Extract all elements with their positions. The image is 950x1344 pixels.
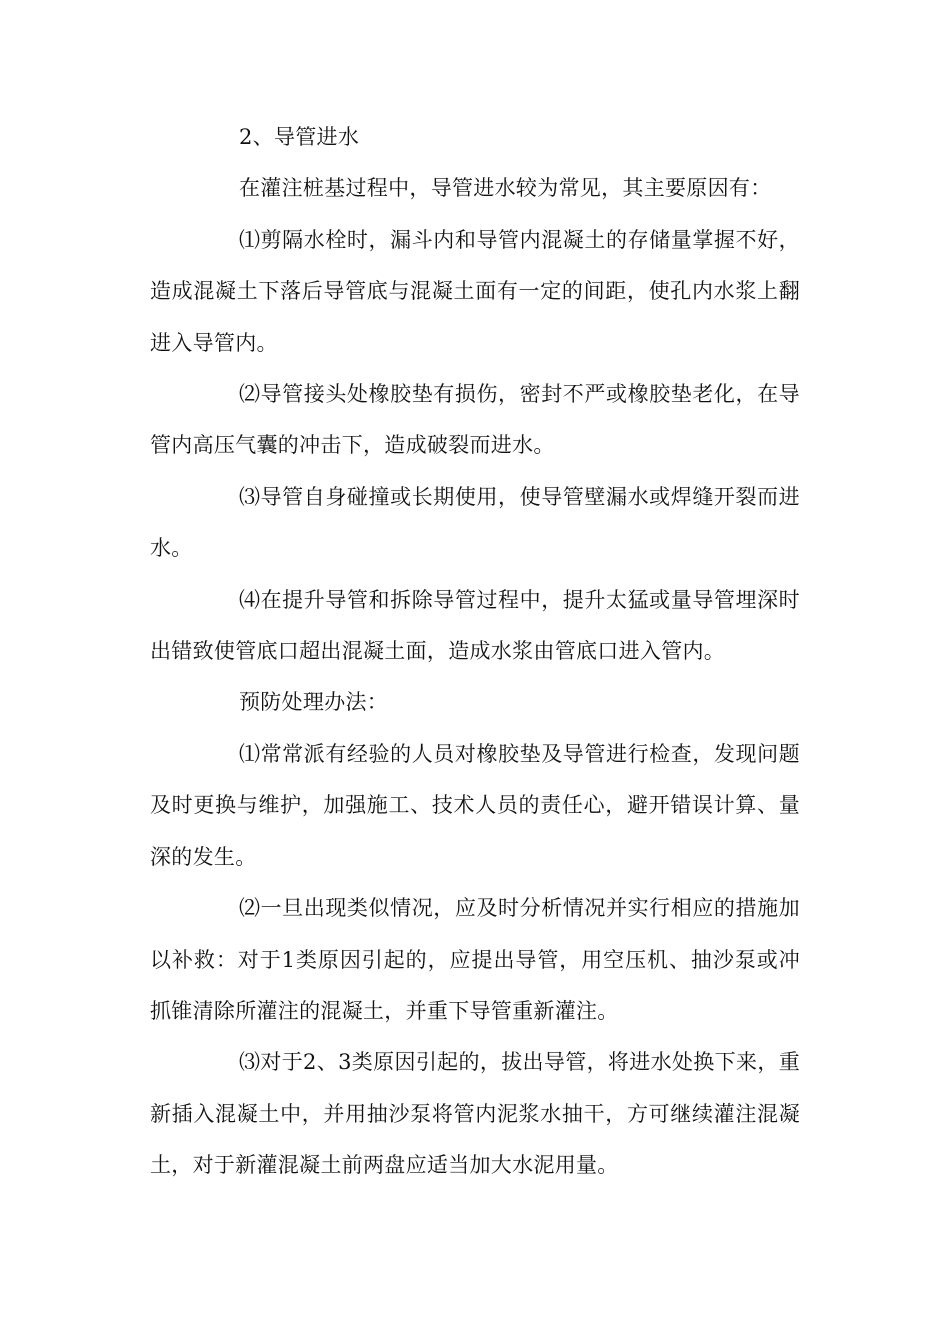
prevention-title: 预防处理办法： (239, 690, 389, 715)
cause-paragraph-1: ⑴剪隔水栓时，漏斗内和导管内混凝土的存储量掌握不好，造成混凝土下落后导管底与混凝土面有一定的间距，使孔内水浆上翻进入导管内。 (150, 227, 800, 355)
measure-paragraph-2: ⑵一旦出现类似情况，应及时分析情况并实行相应的措施加以补救：对于1类原因引起的，应提出导管，用空压机、抽沙泵或冲抓锥清除所灌注的混凝土，并重下导管重新灌注。 (150, 896, 800, 1023)
section-heading: 2、导管进水 (239, 125, 360, 149)
cause-paragraph-4: ⑷在提升导管和拆除导管过程中，提升太猛或量导管埋深时出错致使管底口超出混凝土面，造成水浆由管底口进入管内。 (150, 587, 800, 664)
intro-paragraph: 在灌注桩基过程中，导管进水较为常见，其主要原因有： (239, 176, 772, 201)
measure-paragraph-1: ⑴常常派有经验的人员对橡胶垫及导管进行检查，发现问题及时更换与维护，加强施工、技术人员的责任心，避开错误计算、量深的发生。 (150, 741, 800, 869)
document-body (150, 112, 800, 1192)
cause-paragraph-2: ⑵导管接头处橡胶垫有损伤，密封不严或橡胶垫老化，在导管内高压气囊的冲击下，造成破裂而进水。 (150, 382, 800, 458)
measure-paragraph-3: ⑶对于2、3类原因引起的，拔出导管，将进水处换下来，重新插入混凝土中，并用抽沙泵将管内泥浆水抽干，方可继续灌注混凝土，对于新灌混凝土前两盘应适当加大水泥用量。 (150, 1050, 800, 1178)
cause-paragraph-3: ⑶导管自身碰撞或长期使用，使导管壁漏水或焊缝开裂而进水。 (150, 484, 800, 561)
